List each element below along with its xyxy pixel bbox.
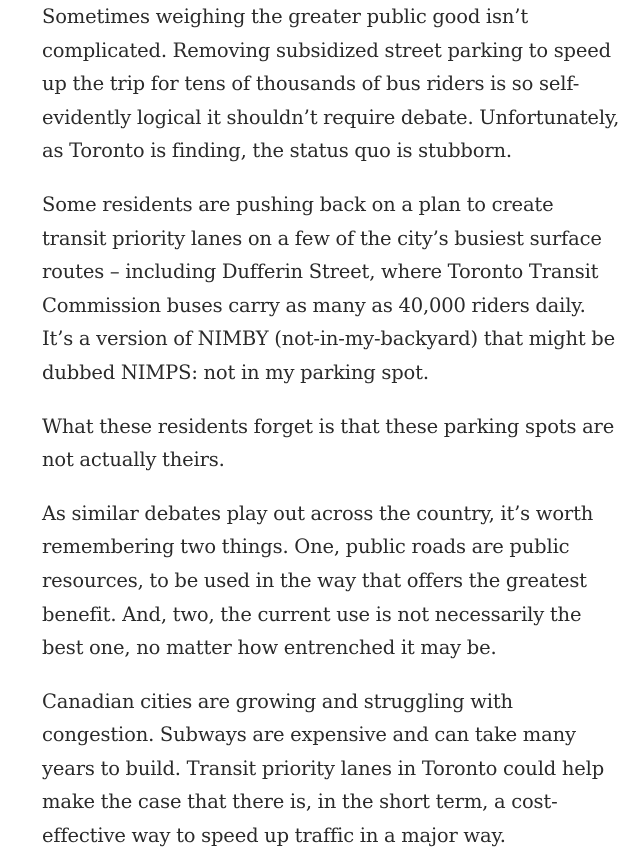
article-paragraph: What these residents forget is that these parking spots are not actually theirs.: [42, 414, 615, 472]
article-paragraph: Some residents are pushing back on a plan to create transit priority lanes on a few of the city’s busiest surface routes – including Dufferin Street, where Toronto Transit Commission buses carry as many as 40,000 riders daily. It’s a version of NIMBY (not-in-my-backyard) that might be dubbed NIMPS: not in my parking spot.: [42, 192, 616, 384]
article-paragraph: Canadian cities are growing and struggling with congestion. Subways are expensive and can take many years to build. Transit priority lanes in Toronto could help make the case that there is, in the short term, a cost-effective way to speed up traffic in a major way.: [42, 689, 605, 848]
article-paragraph: Sometimes weighing the greater public good isn’t complicated. Removing subsidized street parking to speed up the trip for tens of thousands of bus riders is so self-evidently logical it shouldn’t require debate. Unfortunately, as Toronto is finding, the status quo is stubborn.: [42, 5, 620, 163]
article-paragraph: As similar debates play out across the country, it’s worth remembering two things. One, public roads are public resources, to be used in the way that offers the greatest benefit. And, two, the current use is not necessarily the best one, no matter how entrenched it may be.: [42, 501, 594, 660]
